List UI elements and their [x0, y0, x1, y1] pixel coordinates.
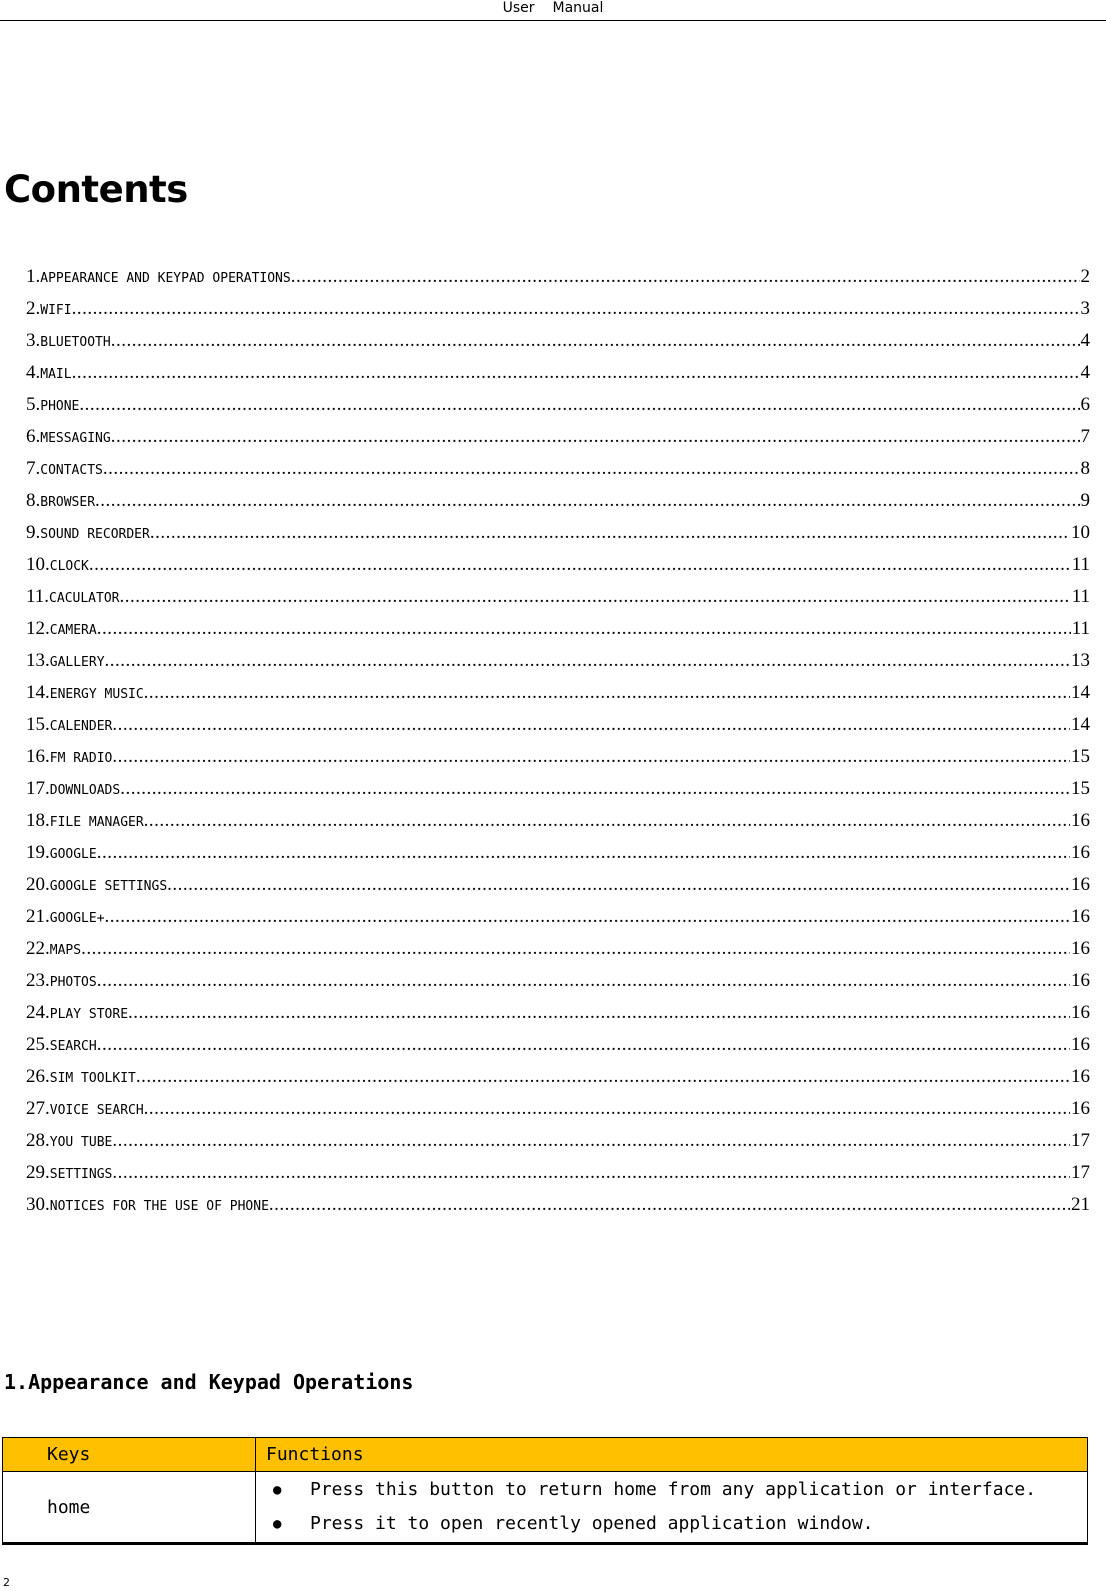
toc-entry[interactable]	[26, 618, 1090, 650]
toc-entry-page: 16	[1071, 1002, 1090, 1023]
page-header	[0, 0, 1106, 21]
bullet-icon: ●	[273, 1482, 282, 1498]
list-item	[273, 1507, 1086, 1541]
toc-entry-label: CACULATOR	[49, 591, 120, 606]
toc-entry-page: 16	[1071, 1034, 1090, 1055]
toc-entry-label: SOUND RECORDER	[40, 527, 150, 542]
toc-entry-page: 21	[1071, 1194, 1090, 1215]
keys-table	[2, 1437, 1088, 1545]
toc-entry[interactable]	[26, 906, 1090, 938]
toc-entry-page: 11	[1071, 586, 1090, 607]
toc-entry-page: 4	[1080, 362, 1090, 383]
toc-entry-label: NOTICES FOR THE USE OF PHONE	[49, 1199, 269, 1214]
toc-entry[interactable]	[26, 714, 1090, 746]
toc-entry-label: SETTINGS	[49, 1167, 113, 1182]
toc-entry[interactable]	[26, 1130, 1090, 1162]
toc-entry-label: GOOGLE SETTINGS	[49, 879, 168, 894]
toc-entry-page: 15	[1071, 746, 1090, 767]
toc-entry-number: 24.	[26, 1002, 50, 1023]
section-heading: 1.Appearance and Keypad Operations	[4, 1370, 414, 1394]
bullet-icon: ●	[273, 1516, 282, 1532]
toc-dot-leader	[72, 362, 1080, 384]
toc-entry-label: BROWSER	[40, 495, 96, 510]
toc-entry[interactable]	[26, 1098, 1090, 1130]
toc-dot-leader	[81, 938, 1070, 960]
toc-entry-label: GOOGLE	[49, 847, 97, 862]
toc-entry-number: 16.	[26, 746, 50, 767]
toc-entry-page: 16	[1071, 970, 1090, 991]
toc-entry-label: MESSAGING	[40, 431, 111, 446]
toc-dot-leader	[97, 842, 1070, 864]
toc-entry-number: 13.	[26, 650, 50, 671]
toc-dot-leader	[150, 522, 1070, 544]
toc-entry-number: 19.	[26, 842, 50, 863]
toc-dot-leader	[167, 874, 1070, 896]
toc-entry-number: 15.	[26, 714, 50, 735]
toc-dot-leader	[128, 1002, 1070, 1024]
keys-table-header-row	[3, 1438, 1088, 1472]
toc-entry-number: 10.	[26, 554, 50, 575]
toc-dot-leader	[72, 298, 1080, 320]
toc-entry-page: 10	[1071, 522, 1090, 543]
toc-entry-label: PLAY STORE	[49, 1007, 129, 1022]
toc-dot-leader	[144, 1098, 1070, 1120]
toc-entry-label: CONTACTS	[40, 463, 103, 478]
toc-entry[interactable]	[26, 394, 1090, 426]
function-text: Press it to open recently opened application window.	[310, 1513, 874, 1534]
toc-dot-leader	[95, 490, 1079, 512]
key-name-cell: home	[3, 1472, 256, 1544]
toc-entry-number: 17.	[26, 778, 50, 799]
toc-dot-leader	[112, 714, 1070, 736]
toc-entry[interactable]	[26, 970, 1090, 1002]
toc-entry-page: 15	[1071, 778, 1090, 799]
toc-entry-number: 7.	[26, 458, 41, 479]
toc-entry[interactable]	[26, 1002, 1090, 1034]
toc-entry-number: 29.	[26, 1162, 50, 1183]
toc-entry-page: 14	[1071, 682, 1090, 703]
toc-entry-page: 4	[1080, 330, 1090, 351]
toc-entry-number: 18.	[26, 810, 50, 831]
toc-entry[interactable]	[26, 266, 1090, 298]
toc-entry-page: 8	[1080, 458, 1090, 479]
toc-entry[interactable]	[26, 1066, 1090, 1098]
toc-entry[interactable]	[26, 1034, 1090, 1066]
toc-entry[interactable]	[26, 746, 1090, 778]
toc-entry-number: 20.	[26, 874, 50, 895]
toc-entry-page: 17	[1071, 1162, 1090, 1183]
toc-dot-leader	[103, 458, 1080, 480]
toc-entry-page: 16	[1071, 938, 1090, 959]
toc-entry[interactable]	[26, 362, 1090, 394]
toc-entry-number: 9.	[26, 522, 41, 543]
toc-entry-label: DOWNLOADS	[49, 783, 121, 798]
toc-entry[interactable]	[26, 522, 1090, 554]
toc-entry-label: SEARCH	[49, 1039, 97, 1054]
toc-entry-label: CLOCK	[49, 559, 89, 574]
toc-entry-number: 25.	[26, 1034, 50, 1055]
toc-entry-number: 22.	[26, 938, 50, 959]
toc-entry[interactable]	[26, 426, 1090, 458]
toc-entry-number: 26.	[26, 1066, 50, 1087]
toc-dot-leader	[112, 1130, 1070, 1152]
toc-entry-page: 17	[1071, 1130, 1090, 1151]
toc-dot-leader	[105, 906, 1070, 928]
toc-entry-number: 28.	[26, 1130, 50, 1151]
toc-dot-leader	[291, 266, 1080, 288]
functions-column-header: Functions	[256, 1438, 1088, 1472]
toc-entry-page: 16	[1071, 874, 1090, 895]
toc-dot-leader	[97, 1034, 1070, 1056]
toc-entry-number: 2.	[26, 298, 41, 319]
toc-dot-leader	[105, 650, 1070, 672]
toc-entry-page: 3	[1080, 298, 1090, 319]
toc-dot-leader	[111, 330, 1080, 352]
toc-entry[interactable]	[26, 938, 1090, 970]
toc-entry-number: 14.	[26, 682, 50, 703]
toc-entry-number: 11.	[26, 586, 50, 607]
toc-entry[interactable]	[26, 554, 1090, 586]
toc-entry[interactable]	[26, 874, 1090, 906]
toc-entry[interactable]	[26, 1162, 1090, 1194]
toc-entry[interactable]	[26, 298, 1090, 330]
toc-entry-label: YOU TUBE	[49, 1135, 113, 1150]
toc-entry-page: 14	[1071, 714, 1090, 735]
toc-dot-leader	[97, 618, 1071, 640]
toc-dot-leader	[144, 682, 1070, 704]
toc-entry[interactable]	[26, 490, 1090, 522]
header-user-text: User	[502, 0, 535, 16]
toc-entry[interactable]	[26, 330, 1090, 362]
toc-dot-leader	[79, 394, 1079, 416]
toc-entry-page: 11	[1071, 554, 1090, 575]
toc-entry-number: 23.	[26, 970, 50, 991]
toc-entry-page: 6	[1080, 394, 1090, 415]
toc-entry-label: ENERGY MUSIC	[49, 687, 144, 702]
toc-entry-number: 21.	[26, 906, 50, 927]
toc-entry-number: 12.	[26, 618, 50, 639]
toc-entry[interactable]	[26, 810, 1090, 842]
contents-title: Contents	[4, 168, 188, 211]
toc-entry-label: CALENDER	[49, 719, 113, 734]
toc-entry-label: FM RADIO	[49, 751, 113, 766]
functions-list	[257, 1473, 1086, 1541]
toc-dot-leader	[120, 586, 1071, 608]
keys-column-header: Keys	[3, 1438, 256, 1472]
toc-entry[interactable]	[26, 778, 1090, 810]
toc-entry[interactable]	[26, 458, 1090, 490]
function-text: Press this button to return home from any application or interface.	[310, 1479, 1037, 1500]
toc-entry-page: 16	[1071, 810, 1090, 831]
toc-entry-number: 6.	[26, 426, 41, 447]
toc-entry-page: 16	[1071, 906, 1090, 927]
toc-entry[interactable]	[26, 682, 1090, 714]
toc-entry[interactable]	[26, 586, 1090, 618]
toc-entry[interactable]	[26, 842, 1090, 874]
toc-entry-label: APPEARANCE AND KEYPAD OPERATIONS	[40, 271, 291, 286]
toc-entry-number: 4.	[26, 362, 41, 383]
toc-entry-page: 16	[1071, 1098, 1090, 1119]
toc-entry[interactable]	[26, 650, 1090, 682]
toc-dot-leader	[111, 426, 1080, 448]
toc-entry-label: MAPS	[49, 943, 82, 958]
toc-entry-page: 11	[1071, 618, 1090, 639]
toc-entry-page: 7	[1080, 426, 1090, 447]
toc-entry-label: MAIL	[40, 367, 72, 382]
toc-entry-label: PHONE	[40, 399, 80, 414]
toc-entry-label: BLUETOOTH	[40, 335, 111, 350]
toc-entry-number: 5.	[26, 394, 41, 415]
toc-dot-leader	[112, 1162, 1070, 1184]
toc-entry-label: FILE MANAGER	[49, 815, 144, 830]
toc-entry[interactable]	[26, 1194, 1090, 1226]
table-of-contents	[26, 266, 1090, 1226]
toc-entry-page: 2	[1080, 266, 1090, 287]
toc-entry-label: PHOTOS	[49, 975, 97, 990]
toc-entry-label: GALLERY	[49, 655, 105, 670]
toc-dot-leader	[97, 970, 1070, 992]
toc-entry-page: 16	[1071, 842, 1090, 863]
toc-dot-leader	[120, 778, 1070, 800]
toc-entry-number: 1.	[26, 266, 41, 287]
list-item	[273, 1473, 1086, 1507]
toc-entry-label: WIFI	[40, 303, 72, 318]
toc-dot-leader	[269, 1194, 1070, 1216]
toc-dot-leader	[144, 810, 1070, 832]
toc-entry-number: 3.	[26, 330, 41, 351]
toc-entry-label: GOOGLE+	[49, 911, 105, 926]
page-number: 2	[3, 1576, 10, 1589]
table-row	[3, 1472, 1088, 1544]
toc-dot-leader	[136, 1066, 1070, 1088]
toc-dot-leader	[89, 554, 1071, 576]
toc-entry-number: 27.	[26, 1098, 50, 1119]
toc-entry-page: 13	[1071, 650, 1090, 671]
toc-entry-label: VOICE SEARCH	[49, 1103, 144, 1118]
toc-entry-page: 16	[1071, 1066, 1090, 1087]
toc-entry-number: 8.	[26, 490, 41, 511]
functions-cell	[256, 1472, 1088, 1544]
toc-entry-number: 30.	[26, 1194, 50, 1215]
toc-entry-label: SIM TOOLKIT	[49, 1071, 136, 1086]
toc-entry-page: 9	[1080, 490, 1090, 511]
header-manual-text: Manual	[552, 0, 604, 16]
toc-dot-leader	[112, 746, 1070, 768]
toc-entry-label: CAMERA	[49, 623, 97, 638]
